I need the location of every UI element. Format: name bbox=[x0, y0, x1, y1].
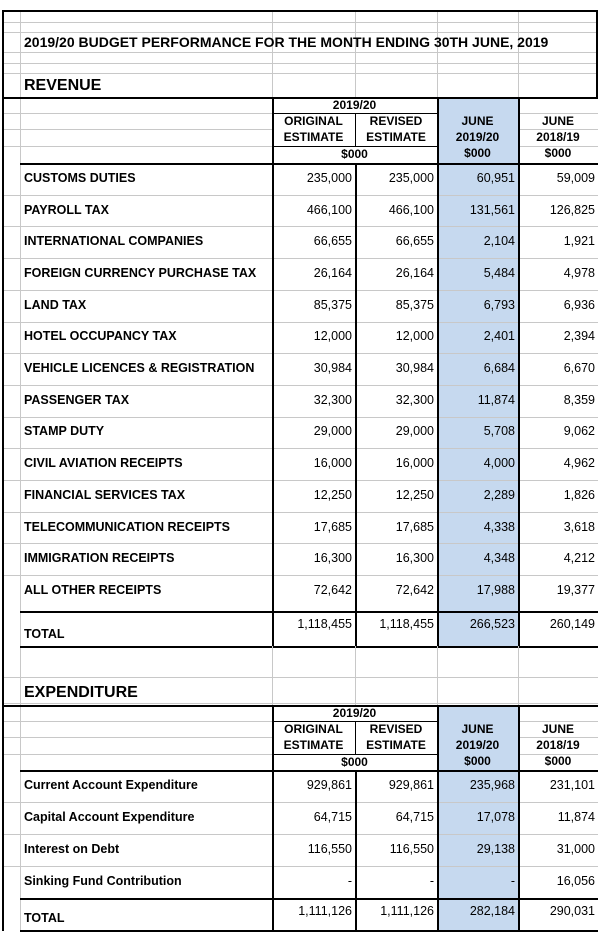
gridline-row bbox=[2, 677, 598, 678]
cell-june-2019-20: 5,708 bbox=[483, 424, 515, 438]
row-label: CUSTOMS DUTIES bbox=[24, 171, 136, 185]
sheet-left-border bbox=[2, 10, 4, 931]
row-label: Interest on Debt bbox=[24, 842, 120, 856]
year-group-header: 2019/20 bbox=[332, 706, 377, 720]
gridline-row bbox=[2, 226, 598, 227]
gridline-row bbox=[2, 113, 272, 114]
cell-june-2019-20: 2,289 bbox=[483, 488, 515, 502]
total-original: 1,118,455 bbox=[297, 617, 352, 631]
gridline-row bbox=[2, 129, 272, 130]
gridline-row bbox=[2, 754, 272, 755]
cell-june-2019-20: 29,138 bbox=[476, 842, 515, 856]
row-label: FINANCIAL SERVICES TAX bbox=[24, 488, 186, 502]
gridline-row bbox=[2, 575, 598, 576]
row-label: Sinking Fund Contribution bbox=[24, 874, 182, 888]
cell-revised: 29,000 bbox=[395, 424, 434, 438]
cell-revised: 72,642 bbox=[395, 583, 434, 597]
june-current-header: $000 bbox=[464, 146, 491, 160]
cell-original: 466,100 bbox=[306, 203, 352, 217]
row-label: PAYROLL TAX bbox=[24, 203, 109, 217]
cell-original: 17,685 bbox=[313, 520, 352, 534]
june-current-header: 2019/20 bbox=[455, 130, 500, 144]
cell-june-2019-20: 2,104 bbox=[483, 234, 515, 248]
total-june-2018-19: 290,031 bbox=[549, 904, 595, 918]
cell-original: 29,000 bbox=[313, 424, 352, 438]
cell-revised: 17,685 bbox=[395, 520, 434, 534]
cell-revised: 85,375 bbox=[395, 298, 434, 312]
cell-original: 66,655 bbox=[313, 234, 352, 248]
cell-original: 26,164 bbox=[313, 266, 352, 280]
total-june-2018-19: 260,149 bbox=[549, 617, 595, 631]
cell-june-2019-20: - bbox=[510, 874, 515, 888]
cell-original: 16,000 bbox=[313, 456, 352, 470]
gridline-row bbox=[2, 22, 598, 23]
cell-june-2018-19: 4,962 bbox=[563, 456, 595, 470]
june-prior-header: 2018/19 bbox=[536, 130, 580, 144]
cell-original: 12,000 bbox=[313, 329, 352, 343]
cell-june-2019-20: 2,401 bbox=[483, 329, 515, 343]
cell-revised: 32,300 bbox=[395, 393, 434, 407]
cell-june-2019-20: 5,484 bbox=[483, 266, 515, 280]
cell-june-2018-19: 8,359 bbox=[563, 393, 595, 407]
total-original: 1,111,126 bbox=[298, 904, 352, 918]
cell-june-2018-19: 31,000 bbox=[556, 842, 595, 856]
cell-june-2018-19: 6,936 bbox=[563, 298, 595, 312]
revenue-section-title: REVENUE bbox=[24, 77, 102, 94]
row-label: LAND TAX bbox=[24, 298, 87, 312]
cell-revised: 12,250 bbox=[395, 488, 434, 502]
total-label: TOTAL bbox=[24, 627, 65, 641]
row-label: FOREIGN CURRENCY PURCHASE TAX bbox=[24, 266, 257, 280]
gridline-row bbox=[2, 448, 598, 449]
gridline-col bbox=[272, 646, 273, 705]
revised-header: REVISED bbox=[369, 722, 423, 736]
cell-original: 32,300 bbox=[313, 393, 352, 407]
june-prior-header: $000 bbox=[544, 146, 572, 160]
cell-revised: 235,000 bbox=[388, 171, 434, 185]
gridline-row bbox=[2, 290, 598, 291]
sheet-right-border bbox=[596, 10, 598, 97]
gridline-row bbox=[2, 258, 598, 259]
cell-june-2019-20: 11,874 bbox=[477, 393, 515, 407]
cell-revised: 30,984 bbox=[395, 361, 434, 375]
cell-june-2019-20: 131,561 bbox=[469, 203, 515, 217]
gridline-col bbox=[20, 10, 21, 931]
june-current-header: $000 bbox=[464, 754, 491, 768]
cell-revised: 26,164 bbox=[395, 266, 434, 280]
cell-original: - bbox=[347, 874, 352, 888]
gridline-row bbox=[2, 703, 598, 704]
row-label: ALL OTHER RECEIPTS bbox=[24, 583, 162, 597]
total-revised: 1,111,126 bbox=[380, 904, 434, 918]
cell-june-2019-20: 4,000 bbox=[483, 456, 515, 470]
cell-june-2019-20: 60,951 bbox=[476, 171, 515, 185]
gridline-row bbox=[2, 417, 598, 418]
cell-original: 64,715 bbox=[313, 810, 352, 824]
original-header: ORIGINAL bbox=[284, 722, 343, 736]
row-label: PASSENGER TAX bbox=[24, 393, 130, 407]
cell-june-2018-19: 9,062 bbox=[563, 424, 595, 438]
gridline-row bbox=[2, 866, 598, 867]
gridline-row bbox=[2, 385, 598, 386]
gridline-row bbox=[2, 195, 598, 196]
cell-june-2018-19: 3,618 bbox=[563, 520, 595, 534]
header-bottom-border bbox=[20, 770, 598, 772]
cell-original: 72,642 bbox=[313, 583, 352, 597]
original-header: ESTIMATE bbox=[283, 738, 344, 752]
total-top-border bbox=[20, 611, 598, 613]
row-label: Capital Account Expenditure bbox=[24, 810, 195, 824]
total-june-2019-20: 282,184 bbox=[469, 904, 515, 918]
year-group-header: 2019/20 bbox=[332, 98, 377, 112]
revised-header: ESTIMATE bbox=[366, 738, 426, 752]
revised-header: ESTIMATE bbox=[366, 130, 426, 144]
cell-original: 929,861 bbox=[306, 778, 352, 792]
original-header: ESTIMATE bbox=[283, 130, 344, 144]
cell-revised: 466,100 bbox=[388, 203, 434, 217]
gridline-row bbox=[2, 73, 598, 74]
gridline-row bbox=[2, 737, 272, 738]
june-prior-header: JUNE bbox=[541, 722, 574, 736]
cell-revised: 12,000 bbox=[395, 329, 434, 343]
cell-revised: 16,300 bbox=[395, 551, 434, 565]
cell-june-2018-19: 11,874 bbox=[557, 810, 595, 824]
gridline-row bbox=[2, 52, 598, 53]
gridline-row bbox=[2, 834, 598, 835]
cell-june-2018-19: 4,212 bbox=[563, 551, 595, 565]
gridline-col bbox=[437, 10, 438, 97]
cell-revised: 929,861 bbox=[388, 778, 434, 792]
total-bottom-border bbox=[20, 646, 598, 648]
cell-revised: - bbox=[429, 874, 434, 888]
row-label: IMMIGRATION RECEIPTS bbox=[24, 551, 175, 565]
gridline-row bbox=[2, 543, 598, 544]
june-current-header: JUNE bbox=[461, 114, 494, 128]
page-title: 2019/20 BUDGET PERFORMANCE FOR THE MONTH ENDING 30TH JUNE, 2019 bbox=[24, 34, 549, 50]
june-current-header: 2019/20 bbox=[455, 738, 500, 752]
cell-original: 116,550 bbox=[307, 842, 352, 856]
gridline-row bbox=[2, 63, 598, 64]
cell-revised: 116,550 bbox=[389, 842, 434, 856]
cell-original: 12,250 bbox=[313, 488, 352, 502]
cell-june-2019-20: 17,988 bbox=[476, 583, 515, 597]
cell-june-2018-19: 16,056 bbox=[556, 874, 595, 888]
cell-june-2018-19: 126,825 bbox=[549, 203, 595, 217]
cell-june-2018-19: 6,670 bbox=[563, 361, 595, 375]
cell-june-2018-19: 1,826 bbox=[563, 488, 595, 502]
cell-revised: 16,000 bbox=[395, 456, 434, 470]
original-header: ORIGINAL bbox=[284, 114, 343, 128]
cell-june-2018-19: 4,978 bbox=[563, 266, 595, 280]
gridline-row bbox=[2, 32, 598, 33]
gridline-col bbox=[355, 10, 356, 97]
gridline-row bbox=[2, 322, 598, 323]
cell-original: 30,984 bbox=[313, 361, 352, 375]
cell-june-2018-19: 59,009 bbox=[556, 171, 595, 185]
row-label: STAMP DUTY bbox=[24, 424, 105, 438]
cell-june-2018-19: 19,377 bbox=[556, 583, 595, 597]
cell-june-2018-19: 2,394 bbox=[563, 329, 595, 343]
cell-june-2019-20: 4,348 bbox=[483, 551, 515, 565]
row-label: CIVIL AVIATION RECEIPTS bbox=[24, 456, 183, 470]
units-header: $000 bbox=[341, 755, 368, 769]
row-label: VEHICLE LICENCES & REGISTRATION bbox=[24, 361, 255, 375]
june-prior-header: 2018/19 bbox=[536, 738, 580, 752]
gridline-col bbox=[518, 646, 519, 705]
june-current-header: JUNE bbox=[461, 722, 494, 736]
revised-header: REVISED bbox=[369, 114, 423, 128]
june-prior-header: JUNE bbox=[541, 114, 574, 128]
row-label: INTERNATIONAL COMPANIES bbox=[24, 234, 204, 248]
cell-june-2018-19: 1,921 bbox=[563, 234, 595, 248]
sheet-top-border bbox=[2, 10, 598, 12]
gridline-col bbox=[272, 10, 273, 97]
cell-revised: 64,715 bbox=[395, 810, 434, 824]
gridline-row bbox=[2, 802, 598, 803]
total-revised: 1,118,455 bbox=[379, 617, 434, 631]
gridline-row bbox=[2, 146, 272, 147]
cell-june-2019-20: 17,078 bbox=[476, 810, 515, 824]
cell-original: 85,375 bbox=[313, 298, 352, 312]
cell-june-2019-20: 6,684 bbox=[483, 361, 515, 375]
gridline-col bbox=[518, 10, 519, 97]
row-label: Current Account Expenditure bbox=[24, 778, 198, 792]
expenditure-section-title: EXPENDITURE bbox=[24, 684, 138, 701]
cell-original: 235,000 bbox=[306, 171, 352, 185]
cell-june-2019-20: 4,338 bbox=[483, 520, 515, 534]
june-prior-header: $000 bbox=[544, 754, 572, 768]
cell-june-2019-20: 6,793 bbox=[483, 298, 515, 312]
units-header: $000 bbox=[341, 147, 368, 161]
gridline-col bbox=[355, 646, 356, 705]
total-top-border bbox=[20, 898, 598, 900]
cell-original: 16,300 bbox=[313, 551, 352, 565]
row-label: HOTEL OCCUPANCY TAX bbox=[24, 329, 177, 343]
total-label: TOTAL bbox=[24, 911, 65, 925]
cell-june-2018-19: 231,101 bbox=[549, 778, 595, 792]
gridline-row bbox=[2, 353, 598, 354]
gridline-col bbox=[437, 646, 438, 705]
row-label: TELECOMMUNICATION RECEIPTS bbox=[24, 520, 231, 534]
gridline-row bbox=[2, 480, 598, 481]
total-june-2019-20: 266,523 bbox=[469, 617, 515, 631]
header-bottom-border bbox=[20, 163, 598, 165]
cell-june-2019-20: 235,968 bbox=[469, 778, 515, 792]
gridline-row bbox=[2, 721, 272, 722]
gridline-row bbox=[2, 512, 598, 513]
cell-revised: 66,655 bbox=[395, 234, 434, 248]
